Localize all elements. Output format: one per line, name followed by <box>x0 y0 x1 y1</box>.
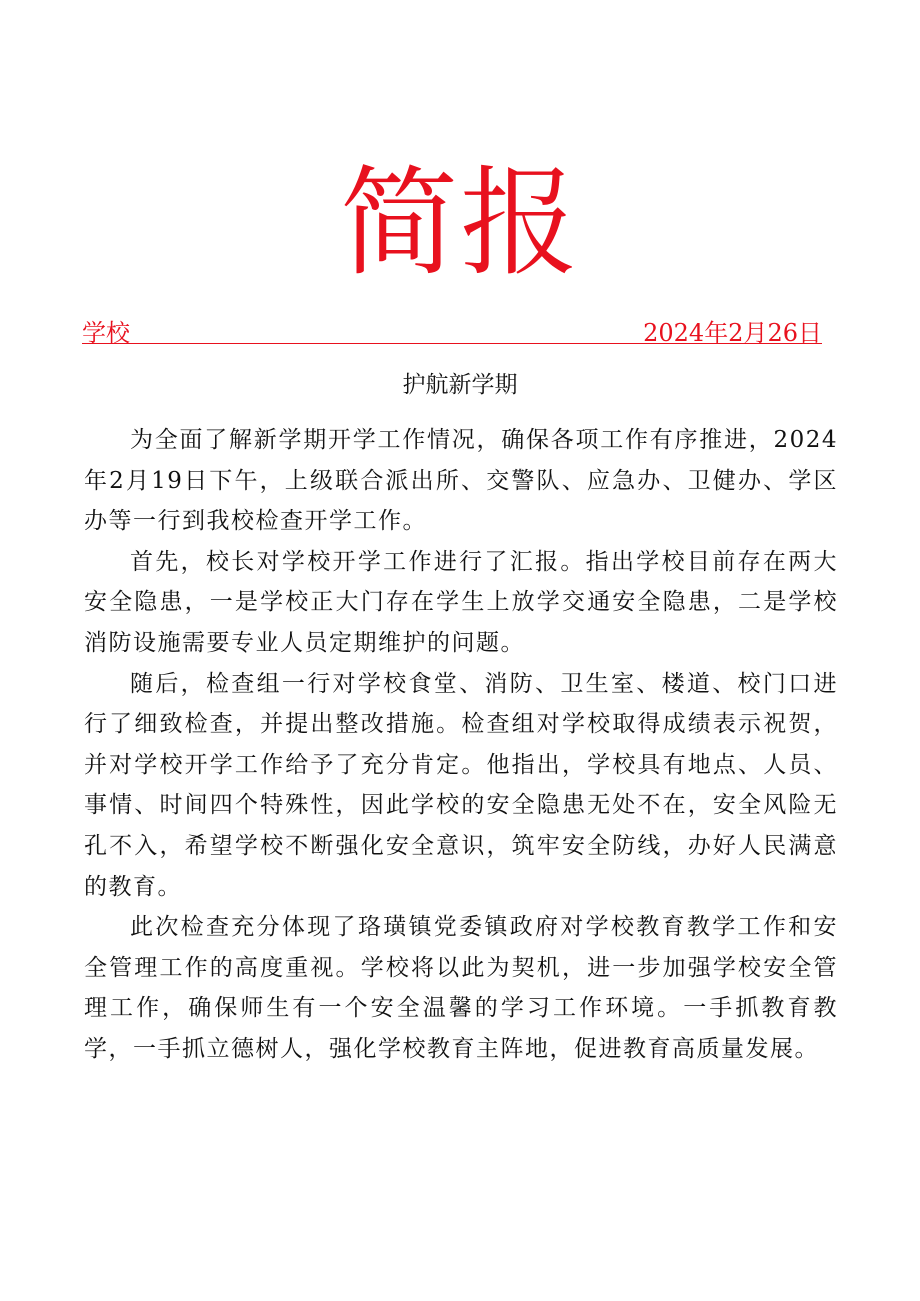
paragraph: 为全面了解新学期开学工作情况，确保各项工作有序推进，2024年2月19日下午，上级联合派出所、交警队、应急办、卫健办、学区办等一行到我校检查开学工作。 <box>84 427 838 535</box>
issue-date: 2024年2月26日 <box>643 319 822 347</box>
article-title: 护航新学期 <box>402 372 518 398</box>
header-divider <box>82 343 822 344</box>
paragraph: 首先，校长对学校开学工作进行了汇报。指出学校目前存在两大安全隐患，一是学校正大门存在学生上放学交通安全隐患，二是学校消防设施需要专业人员定期维护的问题。 <box>84 548 838 656</box>
issuing-unit: 学校 <box>82 319 130 347</box>
paragraph: 随后，检查组一行对学校食堂、消防、卫生室、楼道、校门口进行了细致检查，并提出整改措施。检查组对学校取得成绩表示祝贺，并对学校开学工作给予了充分肯定。他指出，学校具有地点、人员、事情、时间四个特殊性，因此学校的安全隐患无处不在，安全风险无孔不入，希望学校不断强化安全意识，筑牢安全防线，办好人民满意的教育。 <box>84 670 838 900</box>
masthead-title: 简报 <box>339 154 580 292</box>
article-body <box>84 420 838 1070</box>
paragraph: 此次检查充分体现了珞璜镇党委镇政府对学校教育教学工作和安全管理工作的高度重视。学校将以此为契机，进一步加强学校安全管理工作，确保师生有一个安全温馨的学习工作环境。一手抓教育教学，一手抓立德树人，强化学校教育主阵地，促进教育高质量发展。 <box>84 914 838 1062</box>
